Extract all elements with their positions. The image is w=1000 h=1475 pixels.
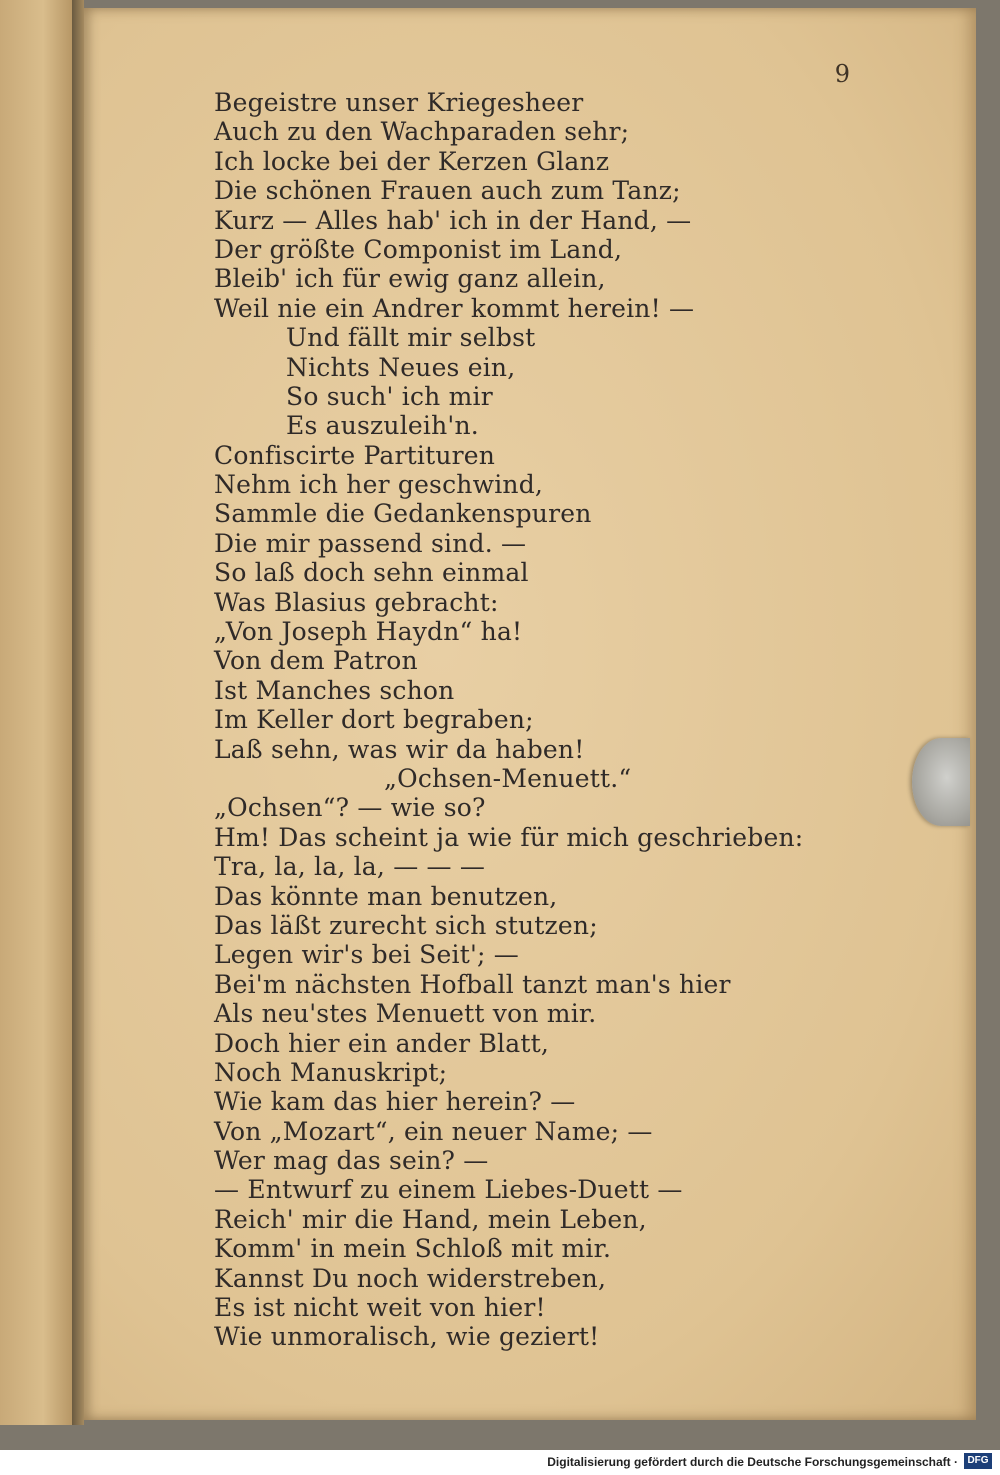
page-number: 9 — [834, 60, 850, 88]
text-line: Im Keller dort begraben; — [214, 705, 534, 735]
text-line: Ich locke bei der Kerzen Glanz — [214, 146, 610, 176]
text-line: Wer mag das sein? — — [214, 1146, 489, 1176]
text-line: Der größte Componist im Land, — [214, 234, 623, 264]
text-line: Legen wir's bei Seit'; — — [214, 940, 519, 970]
text-line: Die schönen Frauen auch zum Tanz; — [214, 176, 681, 206]
poem-text-block — [214, 88, 804, 1352]
text-line: Tra, la, la, la, — — — — [214, 852, 486, 882]
text-line: Bei'm nächsten Hofball tanzt man's hier — [214, 969, 731, 999]
dfg-logo: DFG — [964, 1453, 992, 1469]
thumb-tab-marker — [912, 738, 970, 826]
text-line: Kurz — Alles hab' ich in der Hand, — — [214, 205, 692, 235]
text-line: Als neu'stes Menuett von mir. — [214, 999, 597, 1029]
text-line: Auch zu den Wachparaden sehr; — [214, 117, 630, 147]
text-line: „Ochsen-Menuett.“ — [384, 763, 632, 793]
facing-page-edge — [0, 0, 74, 1425]
text-line: Und fällt mir selbst — [286, 323, 536, 353]
text-line: Reich' mir die Hand, mein Leben, — [214, 1204, 647, 1234]
text-line: Das könnte man benutzen, — [214, 881, 558, 911]
text-line: Wie unmoralisch, wie geziert! — [214, 1322, 600, 1352]
text-line: Ist Manches schon — [214, 675, 455, 705]
text-line: Nehm ich her geschwind, — [214, 470, 544, 500]
footer-credit: Digitalisierung gefördert durch die Deutsche Forschungsgemeinschaft · — [547, 1455, 958, 1469]
text-line: Es auszuleih'n. — [286, 411, 479, 441]
text-line: Weil nie ein Andrer kommt herein! — — [214, 293, 695, 323]
book-gutter — [72, 0, 84, 1425]
text-line: Hm! Das scheint ja wie für mich geschrieben: — [214, 822, 804, 852]
text-line: Begeistre unser Kriegesheer — [214, 88, 584, 117]
text-line: Es ist nicht weit von hier! — [214, 1293, 546, 1323]
text-line: Nichts Neues ein, — [286, 352, 516, 382]
text-line: Laß sehn, was wir da haben! — [214, 734, 585, 764]
text-line: Was Blasius gebracht: — [214, 587, 499, 617]
text-line: Von dem Patron — [214, 646, 418, 676]
text-line: Confiscirte Partituren — [214, 440, 496, 470]
text-line: So laß doch sehn einmal — [214, 558, 529, 588]
text-line: Bleib' ich für ewig ganz allein, — [214, 264, 606, 294]
text-line: Sammle die Gedankenspuren — [214, 499, 592, 529]
text-line: Kannst Du noch widerstreben, — [214, 1263, 607, 1293]
text-line: Das läßt zurecht sich stutzen; — [214, 910, 598, 940]
text-line: Doch hier ein ander Blatt, — [214, 1028, 549, 1058]
text-line: Von „Mozart“, ein neuer Name; — — [214, 1116, 653, 1146]
text-line: Wie kam das hier herein? — — [214, 1087, 576, 1117]
text-line: Noch Manuskript; — [214, 1057, 448, 1087]
text-line: „Ochsen“? — wie so? — [214, 793, 486, 823]
text-line: „Von Joseph Haydn“ ha! — [214, 617, 523, 647]
text-line: So such' ich mir — [286, 381, 493, 411]
text-line: Die mir passend sind. — — [214, 528, 527, 558]
text-line: — Entwurf zu einem Liebes-Duett — — [214, 1175, 683, 1205]
text-line: Komm' in mein Schloß mit mir. — [214, 1234, 612, 1264]
